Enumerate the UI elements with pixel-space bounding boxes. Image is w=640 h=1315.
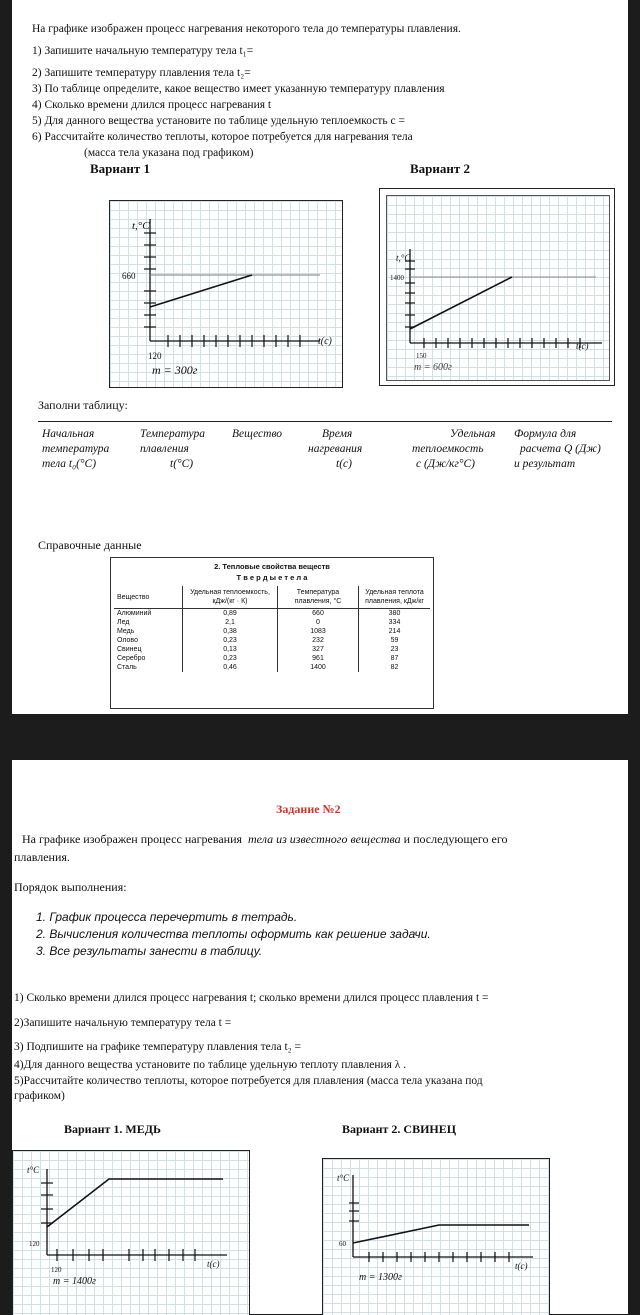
order-item-3: 3. Все результаты занести в таблицу.: [36, 944, 263, 958]
graph-2-y-tick: 1400: [390, 274, 404, 282]
graph-2-y-axis-label: t,°C: [396, 253, 411, 263]
p2-graph-variant-1: [12, 1150, 250, 1315]
intro-text: На графике изображен процесс нагревания некоторого тела до температуры плавления.: [32, 23, 461, 35]
graph-2-x-axis-label: t(c): [576, 341, 589, 351]
question-4: 4)Для данного вещества установите по таблице удельную теплоту плавления λ .: [14, 1059, 407, 1071]
p2-graph-1-x-axis-label: t(c): [207, 1259, 220, 1269]
worksheet-page-2: [12, 760, 628, 1314]
question-5: 5)Рассчитайте количество теплоты, которое потребуется для плавления (масса тела указана под: [14, 1075, 483, 1087]
task-2: 2) Запишите температуру плавления тела t₂=: [32, 67, 251, 79]
table-top-rule: [38, 421, 612, 422]
table-row: Олово 0,23 232 59: [114, 636, 430, 645]
variant-1-label: Вариант 1: [90, 161, 151, 176]
p2-variant-1-label: Вариант 1. МЕДЬ: [64, 1122, 161, 1136]
order-item-1: 1. График процесса перечертить в тетрадь.: [36, 910, 298, 924]
p2-graph-2-y-axis-label: t°C: [337, 1173, 350, 1183]
task-5: 5) Для данного вещества установите по таблице удельную теплоемкость с =: [32, 115, 406, 127]
order-item-2: 2. Вычисления количества теплоты оформить как решение задачи.: [36, 927, 431, 941]
col-substance: Вещество: [232, 428, 283, 440]
graph-2-x-tick: 150: [416, 352, 427, 360]
p2-graph-1-x-tick: 120: [51, 1266, 62, 1274]
p2-graph-1-y-tick: 120: [29, 1240, 40, 1248]
graph-1-x-tick: 120: [148, 351, 162, 361]
question-3: 3) Подпишите на графике температуру плавления тела t₂ =: [14, 1041, 302, 1053]
task-6-note: (масса тела указана под графиком): [84, 147, 254, 159]
graph-1-x-axis-label: t(c): [318, 336, 332, 347]
table-row: Серебро 0,23 961 87: [114, 654, 430, 663]
ref-header: Удельная теплота плавления, кДж/кг: [359, 586, 431, 609]
task-4: 4) Сколько времени длился процесс нагревания t: [32, 99, 272, 111]
table-row: Сталь 0,46 1400 82: [114, 663, 430, 672]
ref-header: Вещество: [114, 586, 183, 609]
task-1: 1) Запишите начальную температуру тела t₁=: [32, 45, 254, 57]
p2-graph-2-x-axis-label: t(c): [515, 1261, 528, 1271]
question-5-cont: графиком): [14, 1090, 65, 1102]
col-formula: Формула для расчета Q (Дж) и результат: [514, 428, 601, 470]
p2-graph-1-y-axis-label: t°C: [27, 1165, 40, 1175]
ref-table-subtitle: Т в е р д ы е т е л а: [236, 573, 308, 582]
p2-graph-variant-2: [322, 1158, 550, 1315]
table-row: Лед 2,1 0 334: [114, 618, 430, 627]
task-3: 3) По таблице определите, какое вещество имеет указанную температуру плавления: [32, 83, 445, 95]
order-label: Порядок выполнения:: [14, 880, 127, 894]
task-2-title: Задание №2: [276, 802, 341, 816]
ref-table-title: 2. Тепловые свойства веществ: [214, 562, 330, 571]
variant-2-label: Вариант 2: [410, 161, 471, 176]
p2-graph-2-mass: m = 1300г: [359, 1272, 402, 1283]
ref-table-grid: [114, 586, 430, 672]
p2-graph-variant-1-plot: [13, 1151, 249, 1315]
table-row: Медь 0,38 1083 214: [114, 627, 430, 636]
intro-line: На графике изображен процесс нагревания тела из известного вещества и последующего его: [22, 832, 508, 846]
graph-1-mass: m = 300г: [152, 363, 198, 377]
table-row: Свинец 0,13 327 23: [114, 645, 430, 654]
col-heating-time: Время нагревания t(c): [308, 428, 363, 470]
question-1: 1) Сколько времени длился процесс нагревания t; сколько времени длился процесс плавления t =: [14, 992, 489, 1004]
question-2: 2)Запишите начальную температуру тела t =: [14, 1017, 232, 1029]
table-row: Алюминий 0,89 660 380: [114, 609, 430, 619]
intro-line-2: плавления.: [14, 850, 70, 864]
col-initial-temp: Начальная температура тела t₀(°C): [42, 428, 110, 470]
col-specific-heat: Удельная теплоемкость c (Дж/кг°C): [412, 428, 496, 470]
graph-1-y-tick: 660: [122, 271, 136, 281]
graph-variant-1: [109, 200, 343, 388]
reference-table: [110, 557, 434, 709]
ref-header: Удельная теплоемкость, кДж/(кг · К): [183, 586, 278, 609]
col-melting-temp: Температура плавления t(°C): [140, 428, 205, 470]
p2-graph-2-y-tick: 60: [339, 1240, 346, 1248]
fill-table-label: Заполни таблицу:: [38, 398, 128, 412]
task-6: 6) Рассчитайте количество теплоты, которое потребуется для нагревания тела: [32, 131, 413, 143]
graph-2-mass: m = 600г: [414, 362, 452, 373]
graph-variant-2: [379, 188, 615, 386]
reference-label: Справочные данные: [38, 538, 142, 552]
p2-graph-1-mass: m = 1400г: [53, 1276, 96, 1287]
p2-graph-variant-2-plot: [323, 1159, 549, 1315]
ref-header: Температура плавления, °С: [278, 586, 359, 609]
worksheet-page-1: [12, 0, 628, 714]
graph-1-y-axis-label: t,°C: [132, 220, 150, 232]
p2-variant-2-label: Вариант 2. СВИНЕЦ: [342, 1122, 457, 1136]
